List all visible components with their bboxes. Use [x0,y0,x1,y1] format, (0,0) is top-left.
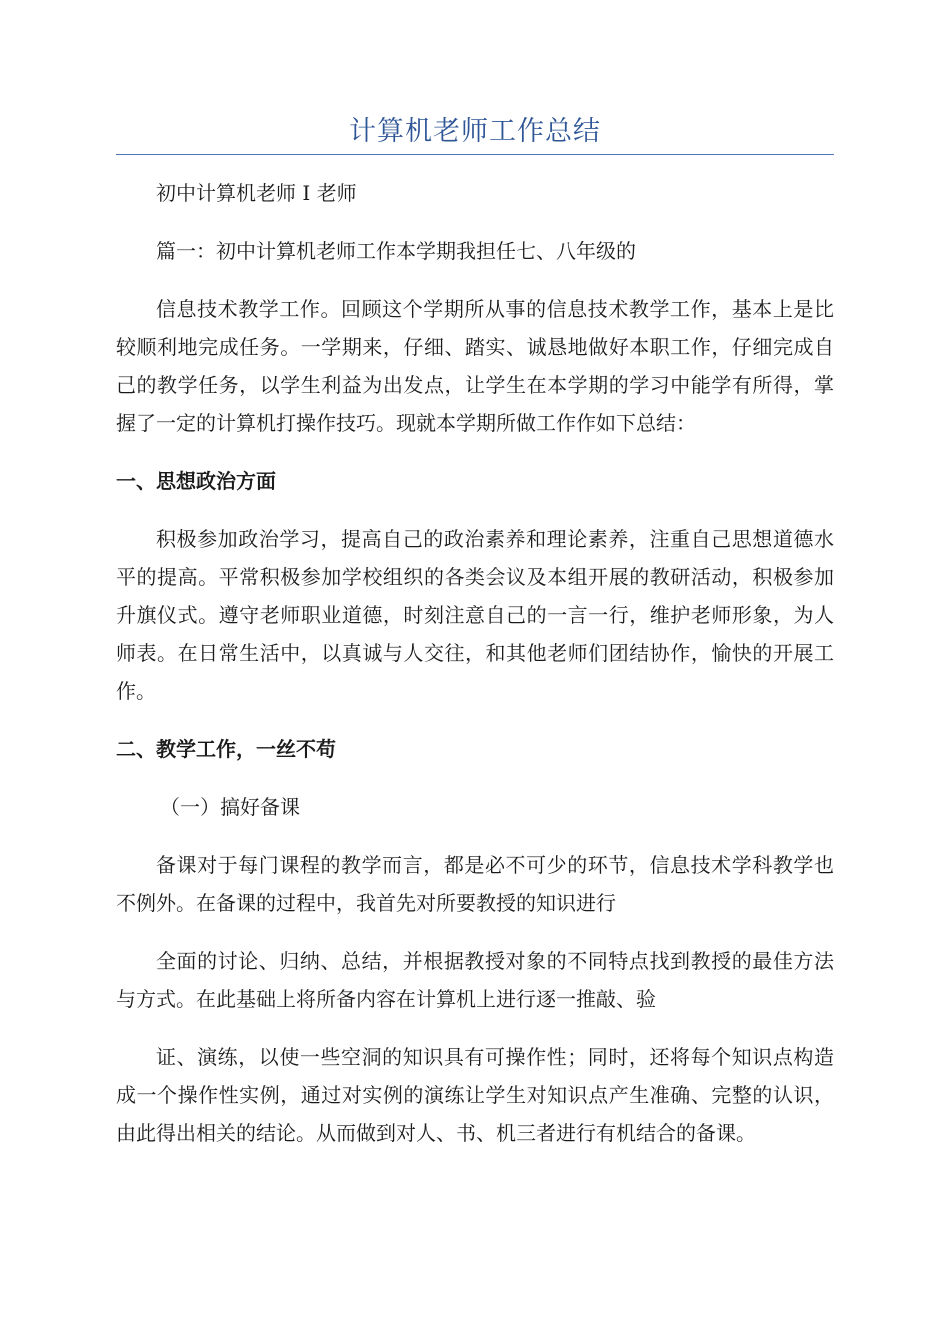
author-line: 初中计算机老师 I 老师 [156,181,357,205]
paragraph: 信息技术教学工作。回顾这个学期所从事的信息技术教学工作，基本上是比较顺利地完成任务。一学期来，仔细、踏实、诚恳地做好本职工作，仔细完成自己的教学任务，以学生利益为出发点，让学生在本学期的学习中能学有所得，掌握了一定的计算机打操作技巧。现就本学期所做工作作如下总结： [116,297,834,435]
section-heading: 二、教学工作，一丝不苟 [116,737,336,761]
paragraph: 证、演练，以使一些空洞的知识具有可操作性；同时，还将每个知识点构造成一个操作性实例，通过对实例的演练让学生对知识点产生准确、完整的认识，由此得出相关的结论。从而做到对人、书、机三者进行有机结合的备课。 [116,1045,834,1145]
subsection-heading: （一）搞好备课 [160,795,300,819]
paragraph: 全面的讨论、归纳、总结，并根据教授对象的不同特点找到教授的最佳方法与方式。在此基础上将所备内容在计算机上进行逐一推敲、验 [116,949,834,1011]
paragraph: 篇一：初中计算机老师工作本学期我担任七、八年级的 [156,239,636,263]
paragraph: 备课对于每门课程的教学而言，都是必不可少的环节，信息技术学科教学也不例外。在备课的过程中，我首先对所要教授的知识进行 [116,853,834,915]
title-underline [116,154,834,155]
paragraph: 积极参加政治学习，提高自己的政治素养和理论素养，注重自己思想道德水平的提高。平常积极参加学校组织的各类会议及本组开展的教研活动，积极参加升旗仪式。遵守老师职业道德，时刻注意自己的一言一行，维护老师形象，为人师表。在日常生活中，以真诚与人交往，和其他老师们团结协作，愉快的开展工作。 [116,527,834,703]
document-title: 计算机老师工作总结 [349,116,601,147]
document-body [116,174,834,1172]
section-heading: 一、思想政治方面 [116,469,276,493]
